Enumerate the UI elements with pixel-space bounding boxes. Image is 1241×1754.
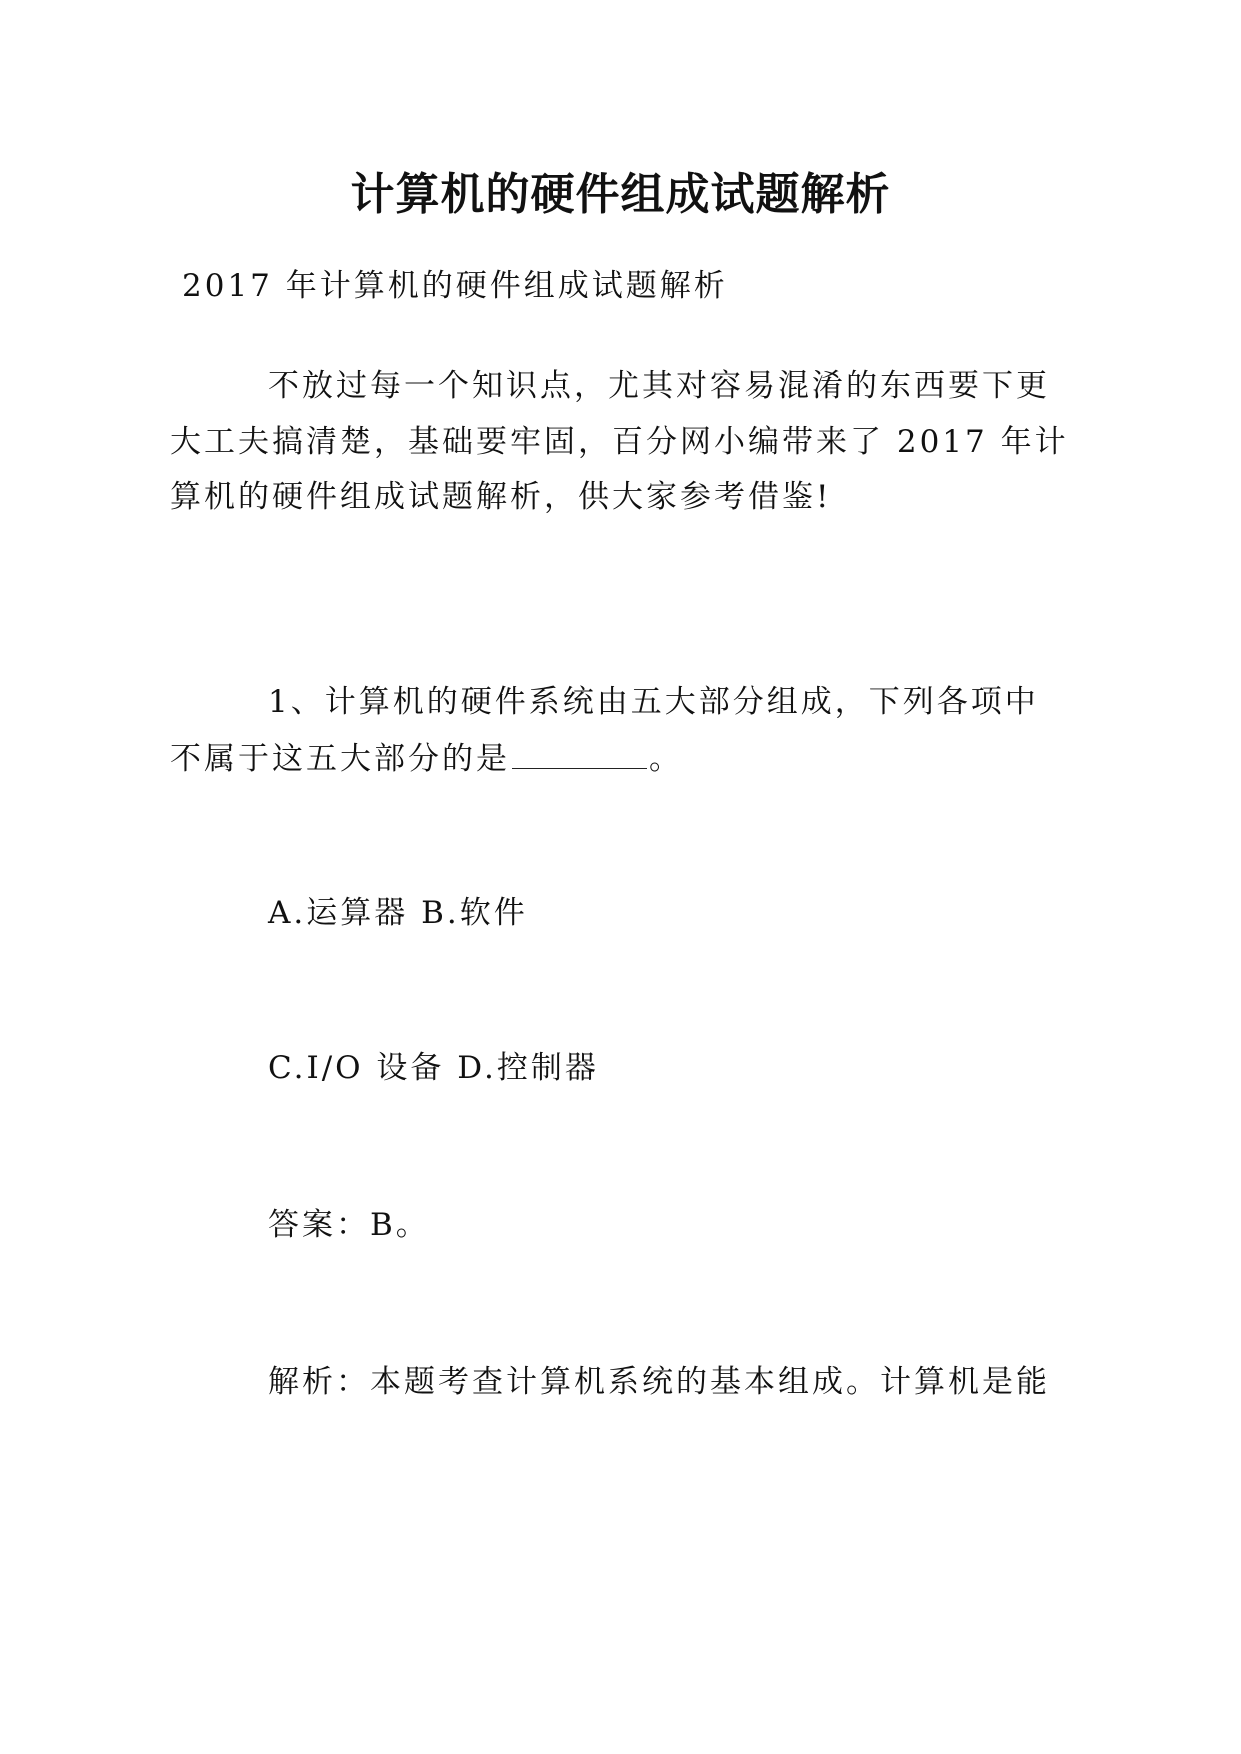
answer-line: 答案：B。 — [268, 1207, 430, 1243]
options-line-1: A.运算器 B.软件 — [268, 895, 528, 931]
options-line-2: C.I/O 设备 D.控制器 — [268, 1050, 599, 1086]
analysis-line: 解析：本题考查计算机系统的基本组成。计算机是能 — [268, 1364, 1050, 1400]
fill-in-blank — [512, 738, 647, 769]
document-title: 计算机的硬件组成试题解析 — [350, 169, 891, 220]
document-subtitle: 2017 年计算机的硬件组成试题解析 — [182, 268, 728, 304]
question-1-line-2 — [170, 738, 683, 779]
question-1-line-1: 1、计算机的硬件系统由五大部分组成，下列各项中 — [268, 684, 1039, 720]
intro-line-3: 算机的硬件组成试题解析，供大家参考借鉴! — [170, 479, 832, 515]
intro-line-1: 不放过每一个知识点，尤其对容易混淆的东西要下更 — [268, 368, 1050, 404]
intro-line-2: 大工夫搞清楚，基础要牢固，百分网小编带来了 2017 年计 — [170, 424, 1069, 460]
question-1-period: 。 — [649, 741, 683, 777]
question-1-stem: 不属于这五大部分的是 — [170, 741, 510, 777]
